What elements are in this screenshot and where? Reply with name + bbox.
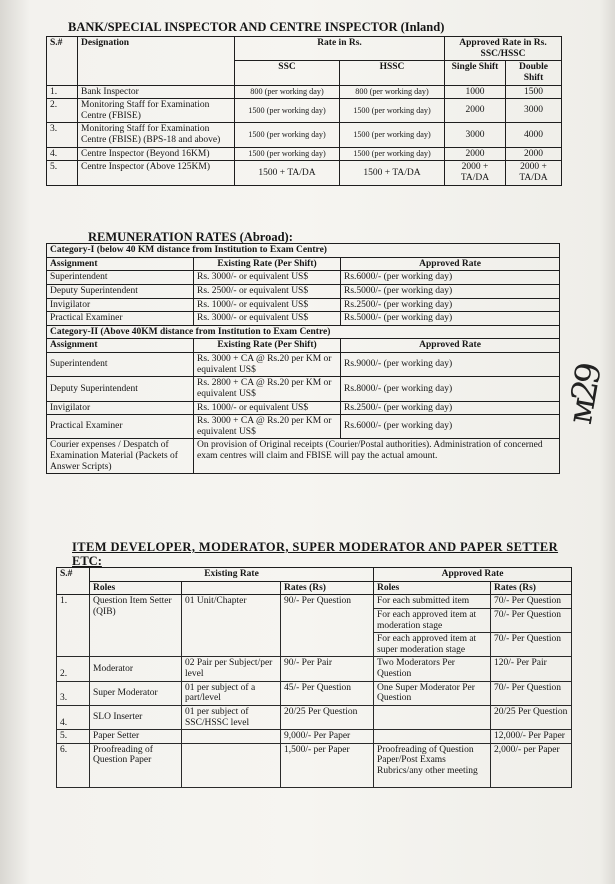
table-row <box>47 99 562 123</box>
cell-sno: 1. <box>57 595 90 657</box>
cell-existing: Rs. 1000/- or equivalent US$ <box>194 401 341 415</box>
header-sno: S.# <box>57 568 90 595</box>
section3-title-cont: ETC: <box>72 554 102 568</box>
cell-sno: 4. <box>57 705 90 729</box>
cell-single: 2000 <box>445 147 506 161</box>
table-row <box>47 439 560 474</box>
table-row <box>47 312 560 326</box>
header-rates: Rates (Rs) <box>281 581 374 595</box>
cell-designation: Bank Inspector <box>78 85 235 99</box>
cell-role: Question Item Setter (QIB) <box>90 595 182 657</box>
header-roles: Roles <box>90 581 182 595</box>
cell-role: Proofreading of Question Paper <box>90 743 182 787</box>
cell-hssc: 800 (per working day) <box>340 85 445 99</box>
cell-approved-role: Two Moderators Per Question <box>374 657 491 681</box>
cell-designation: Centre Inspector (Above 125KM) <box>78 161 235 185</box>
cell-existing: Rs. 2500/- or equivalent US$ <box>194 284 341 298</box>
category-1-label: Category-I (below 40 KM distance from Institution to Exam Centre) <box>47 244 560 258</box>
header-roles-approved: Roles <box>374 581 491 595</box>
header-approved: Approved Rate in Rs. SSC/HSSC <box>445 37 562 61</box>
cell-unit <box>182 743 281 787</box>
cell-ssc: 1500 (per working day) <box>235 147 340 161</box>
table-row <box>47 353 560 377</box>
table-row <box>47 123 562 147</box>
cell-approved-role: Proofreading of Question Paper/Post Exams Rubrics/any other meeting <box>374 743 491 787</box>
table-row <box>47 271 560 285</box>
cell-double: 3000 <box>506 99 562 123</box>
cell-assignment: Invigilator <box>47 401 194 415</box>
cell-rate: 45/- Per Question <box>281 681 374 705</box>
cell-rate: 20/25 Per Question <box>281 705 374 729</box>
cell-unit <box>182 730 281 744</box>
cell-approved: Rs.2500/- (per working day) <box>341 298 560 312</box>
header-single: Single Shift <box>445 61 506 85</box>
cell-approved: Rs.6000/- (per working day) <box>341 271 560 285</box>
item-developer-table <box>56 567 572 788</box>
header-ssc: SSC <box>235 61 340 85</box>
cell-approved-role: For each approved item at super moderation stage <box>374 633 491 657</box>
cell-courier: Courier expenses / Despatch of Examination Material (Packets of Answer Scripts) <box>47 439 194 474</box>
cell-designation: Monitoring Staff for Examination Centre (FBISE) <box>78 99 235 123</box>
cell-assignment: Deputy Superintendent <box>47 284 194 298</box>
cell-approved-rate: 70/- Per Question <box>491 608 572 632</box>
header-sno: S.# <box>47 37 78 86</box>
cell-ssc: 1500 (per working day) <box>235 99 340 123</box>
header-existing: Existing Rate (Per Shift) <box>194 339 341 353</box>
cell-unit: 01 per subject of a part/level <box>182 681 281 705</box>
cell-single: 1000 <box>445 85 506 99</box>
section3-title: ITEM DEVELOPER, MODERATOR, SUPER MODERATOR AND PAPER SETTER <box>72 540 559 554</box>
table-row <box>57 705 572 729</box>
cell-rate: 90/- Per Pair <box>281 657 374 681</box>
header-existing: Existing Rate <box>90 568 374 582</box>
cell-approved-rate: 12,000/- Per Paper <box>491 730 572 744</box>
cell-role: Moderator <box>90 657 182 681</box>
cell-sno: 3. <box>57 681 90 705</box>
header-assignment: Assignment <box>47 257 194 271</box>
cell-existing: Rs. 1000/- or equivalent US$ <box>194 298 341 312</box>
cell-hssc: 1500 (per working day) <box>340 99 445 123</box>
cell-ssc: 1500 + TA/DA <box>235 161 340 185</box>
cell-sno: 4. <box>47 147 78 161</box>
table-row <box>47 401 560 415</box>
cell-courier-note: On provision of Original receipts (Courier/Postal authorities). Administration of concerned exam centres will claim and FBISE will pay the actual amount. <box>194 439 560 474</box>
cell-assignment: Practical Examiner <box>47 415 194 439</box>
cell-approved: Rs.5000/- (per working day) <box>341 284 560 298</box>
cell-rate: 9,000/- Per Paper <box>281 730 374 744</box>
cell-hssc: 1500 (per working day) <box>340 123 445 147</box>
cell-sno: 6. <box>57 743 90 787</box>
cell-approved-role: One Super Moderator Per Question <box>374 681 491 705</box>
cell-approved: Rs.5000/- (per working day) <box>341 312 560 326</box>
handwritten-signature: ᴍ29 <box>560 363 610 427</box>
inland-rates-table <box>46 36 562 186</box>
cell-sno: 5. <box>57 730 90 744</box>
cell-existing: Rs. 2800 + CA @ Rs.20 per KM or equivalent US$ <box>194 377 341 401</box>
cell-assignment: Superintendent <box>47 353 194 377</box>
cell-double: 1500 <box>506 85 562 99</box>
cell-existing: Rs. 3000/- or equivalent US$ <box>194 312 341 326</box>
cell-designation: Monitoring Staff for Examination Centre (FBISE) (BPS-18 and above) <box>78 123 235 147</box>
cell-approved-rate: 20/25 Per Question <box>491 705 572 729</box>
table-row <box>57 595 572 609</box>
table-row <box>47 415 560 439</box>
cell-rate: 1,500/- per Paper <box>281 743 374 787</box>
cell-existing: Rs. 3000 + CA @ Rs.20 per KM or equivalent US$ <box>194 353 341 377</box>
header-double: Double Shift <box>506 61 562 85</box>
header-approved: Approved Rate <box>341 257 560 271</box>
header-approved: Approved Rate <box>374 568 572 582</box>
table-row <box>57 730 572 744</box>
header-hssc: HSSC <box>340 61 445 85</box>
cell-sno: 2. <box>47 99 78 123</box>
cell-sno: 3. <box>47 123 78 147</box>
cell-approved-rate: 70/- Per Question <box>491 633 572 657</box>
header-approved: Approved Rate <box>341 339 560 353</box>
table-row <box>57 657 572 681</box>
cell-approved: Rs.2500/- (per working day) <box>341 401 560 415</box>
cell-approved: Rs.9000/- (per working day) <box>341 353 560 377</box>
cell-ssc: 1500 (per working day) <box>235 123 340 147</box>
header-existing: Existing Rate (Per Shift) <box>194 257 341 271</box>
table-row <box>57 743 572 787</box>
header-designation: Designation <box>78 37 235 86</box>
cell-single: 2000 <box>445 99 506 123</box>
cell-unit: 01 per subject of SSC/HSSC level <box>182 705 281 729</box>
table-row <box>47 147 562 161</box>
header-rate: Rate in Rs. <box>235 37 445 61</box>
cell-unit: 02 Pair per Subject/per level <box>182 657 281 681</box>
table-row <box>47 161 562 185</box>
cell-assignment: Superintendent <box>47 271 194 285</box>
cell-single: 2000 + TA/DA <box>445 161 506 185</box>
table-row <box>47 377 560 401</box>
header-rates-approved: Rates (Rs) <box>491 581 572 595</box>
cell-existing: Rs. 3000/- or equivalent US$ <box>194 271 341 285</box>
cell-approved-rate: 2,000/- per Paper <box>491 743 572 787</box>
table-row <box>47 85 562 99</box>
cell-double: 2000 <box>506 147 562 161</box>
cell-assignment: Practical Examiner <box>47 312 194 326</box>
cell-approved-rate: 70/- Per Question <box>491 595 572 609</box>
cell-approved-role <box>374 705 491 729</box>
cell-approved-rate: 120/- Per Pair <box>491 657 572 681</box>
cell-designation: Centre Inspector (Beyond 16KM) <box>78 147 235 161</box>
cell-single: 3000 <box>445 123 506 147</box>
cell-role: Super Moderator <box>90 681 182 705</box>
cell-approved-role <box>374 730 491 744</box>
cell-assignment: Invigilator <box>47 298 194 312</box>
table-row <box>47 298 560 312</box>
cell-unit: 01 Unit/Chapter <box>182 595 281 657</box>
cell-role: Paper Setter <box>90 730 182 744</box>
category-2-label: Category-II (Above 40KM distance from Institution to Exam Centre) <box>47 325 560 339</box>
abroad-rates-table <box>46 243 560 474</box>
cell-hssc: 1500 (per working day) <box>340 147 445 161</box>
cell-assignment: Deputy Superintendent <box>47 377 194 401</box>
cell-sno: 2. <box>57 657 90 681</box>
cell-rate: 90/- Per Question <box>281 595 374 657</box>
header-assignment: Assignment <box>47 339 194 353</box>
cell-sno: 5. <box>47 161 78 185</box>
cell-approved-role: For each approved item at moderation stage <box>374 608 491 632</box>
cell-existing: Rs. 3000 + CA @ Rs.20 per KM or equivalent US$ <box>194 415 341 439</box>
cell-approved: Rs.6000/- (per working day) <box>341 415 560 439</box>
cell-ssc: 800 (per working day) <box>235 85 340 99</box>
table-row <box>47 284 560 298</box>
cell-approved-role: For each submitted item <box>374 595 491 609</box>
cell-hssc: 1500 + TA/DA <box>340 161 445 185</box>
cell-approved-rate: 70/- Per Question <box>491 681 572 705</box>
section2-title: REMUNERATION RATES (Abroad): <box>88 230 293 244</box>
cell-approved: Rs.8000/- (per working day) <box>341 377 560 401</box>
cell-double: 2000 + TA/DA <box>506 161 562 185</box>
cell-role: SLO Inserter <box>90 705 182 729</box>
section1-title: BANK/SPECIAL INSPECTOR AND CENTRE INSPECTOR (Inland) <box>68 20 445 34</box>
cell-double: 4000 <box>506 123 562 147</box>
cell-sno: 1. <box>47 85 78 99</box>
table-row <box>57 681 572 705</box>
